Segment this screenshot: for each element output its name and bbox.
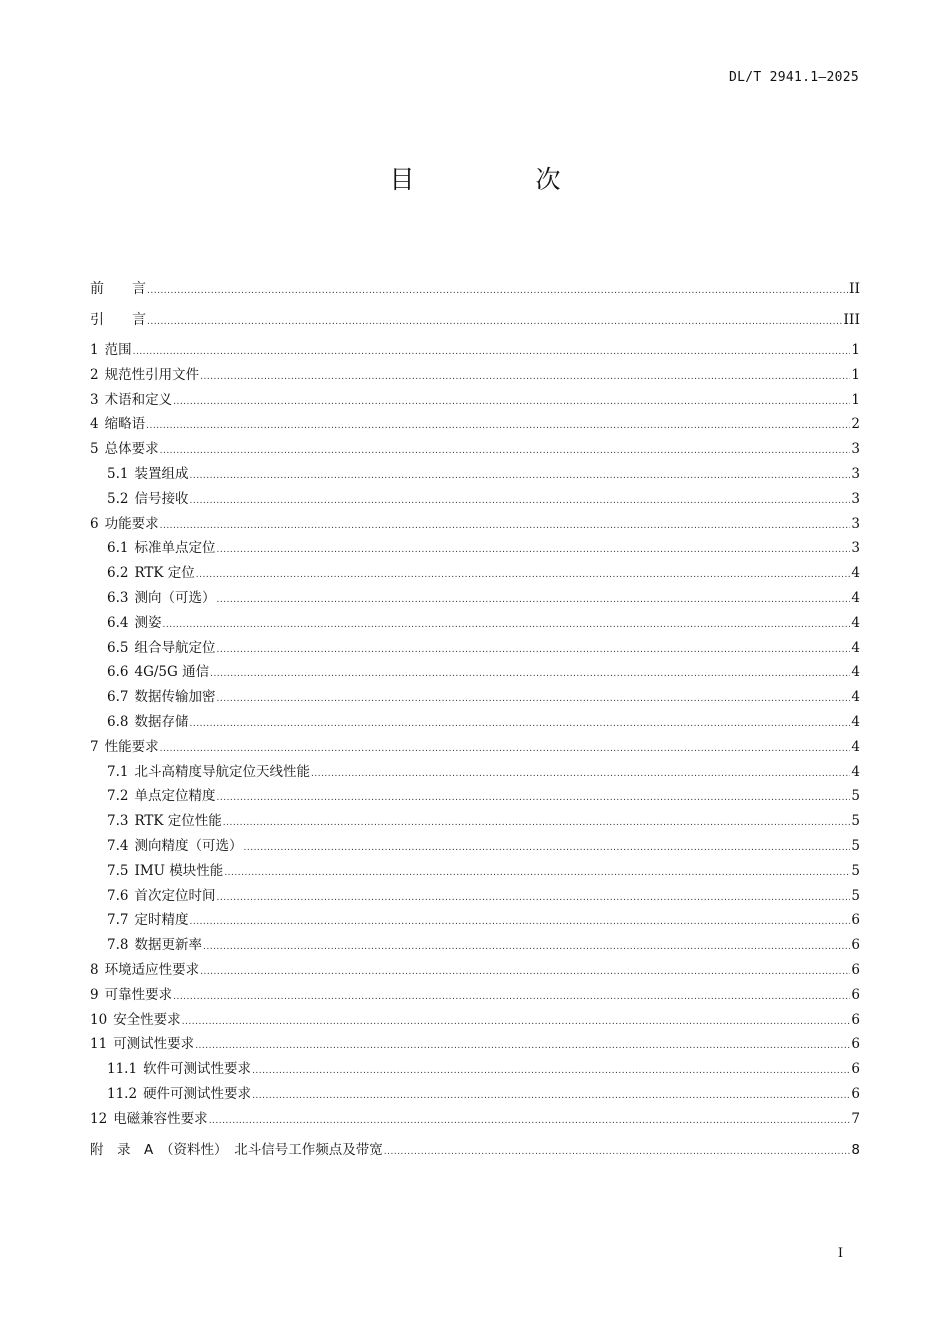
dot-leader (252, 1084, 850, 1109)
toc-entry-label: 功能要求 (104, 515, 159, 532)
toc-entry-number: 5.1 (107, 465, 129, 482)
dot-leader (216, 886, 850, 911)
toc-entry-number: 6.7 (107, 689, 129, 706)
toc-entry-page: 3 (851, 540, 860, 557)
toc-entry[interactable] (90, 487, 860, 512)
dot-leader (216, 538, 850, 563)
dot-leader (216, 687, 850, 712)
dot-leader (133, 340, 851, 365)
toc-entry[interactable] (90, 388, 860, 413)
toc-entry-page: 6 (851, 986, 860, 1003)
toc-entry[interactable] (90, 437, 860, 462)
toc-entry-number: 7.2 (107, 788, 129, 805)
toc-entry-label: 测向精度（可选） (134, 837, 243, 854)
toc-entry-number: 5 (90, 441, 99, 458)
page-title: 目 次 (389, 165, 609, 194)
dot-leader (162, 613, 850, 638)
toc-entry-label: 测姿 (134, 614, 162, 631)
toc-entry[interactable] (90, 412, 860, 437)
dot-leader (203, 935, 850, 960)
toc-entry-page: 5 (851, 862, 860, 879)
dot-leader (189, 712, 850, 737)
toc-entry-number: 6.8 (107, 713, 129, 730)
toc-entry[interactable] (90, 809, 860, 834)
dot-leader (160, 439, 851, 464)
toc-entry[interactable] (90, 735, 860, 760)
toc-entry-page: 4 (851, 639, 860, 656)
toc-entry-page: 4 (851, 664, 860, 681)
dot-leader (189, 489, 850, 514)
toc-entry-label: 数据存储 (134, 713, 189, 730)
toc-entry[interactable] (90, 1082, 860, 1107)
toc-entry-number: 11.1 (107, 1061, 138, 1078)
dot-leader (160, 514, 851, 539)
toc-entry-label: 前 言 (90, 281, 146, 297)
toc-entry-page: 4 (851, 738, 860, 755)
toc-entry-number: 12 (90, 1110, 108, 1127)
toc-entry-page: 6 (851, 961, 860, 978)
toc-entry-label: 环境适应性要求 (104, 961, 200, 978)
toc-entry-label: 性能要求 (104, 738, 159, 755)
toc-entry-number: 7.5 (107, 862, 129, 879)
toc-entry-number: 7.1 (107, 763, 129, 780)
dot-leader (216, 786, 850, 811)
toc-entry[interactable] (90, 338, 860, 363)
toc-entry-page: 1 (851, 391, 860, 408)
toc-entry-page: 4 (851, 713, 860, 730)
toc-entry[interactable] (90, 1057, 860, 1082)
toc-entry[interactable] (90, 636, 860, 661)
toc-entry-label: 规范性引用文件 (104, 366, 200, 383)
toc-entry-label: 引 言 (90, 312, 146, 328)
toc-entry[interactable] (90, 536, 860, 561)
dot-leader (173, 390, 850, 415)
toc-entry-label: 装置组成 (134, 465, 189, 482)
toc-entry-label: 单点定位精度 (134, 788, 216, 805)
toc-entry-number: 11 (90, 1036, 108, 1053)
toc-entry[interactable] (90, 908, 860, 933)
dot-leader (210, 662, 850, 687)
dot-leader (147, 307, 842, 338)
toc-entry-number: 8 (90, 961, 99, 978)
toc-entry-label: 测向（可选） (134, 589, 216, 606)
toc-entry-label: 信号接收 (134, 490, 189, 507)
toc-entry-number: 7.6 (107, 887, 129, 904)
toc-entry-page: 7 (851, 1110, 860, 1127)
toc-entry-page: 6 (851, 937, 860, 954)
toc-entry[interactable] (90, 1008, 860, 1033)
dot-leader (195, 1034, 850, 1059)
toc-entry-number: 2 (90, 366, 99, 383)
dot-leader (311, 762, 850, 787)
toc-entry[interactable] (90, 760, 860, 785)
toc-entries (90, 338, 860, 1132)
dot-leader (384, 1140, 851, 1165)
toc-entry-label: 范围 (104, 342, 132, 358)
toc-entry-number: 7.3 (107, 813, 129, 830)
toc-entry[interactable] (90, 784, 860, 809)
toc-entry-number: 9 (90, 986, 99, 1003)
toc-entry-page: 8 (851, 1141, 860, 1158)
toc-entry-page: 6 (851, 912, 860, 929)
dot-leader (146, 414, 850, 439)
toc-entry-page: 6 (851, 1085, 860, 1102)
toc-entry-label: 术语和定义 (104, 391, 173, 408)
toc-entry-number: 7.7 (107, 912, 129, 929)
toc-entry-foreword[interactable] (90, 274, 860, 305)
toc-entry[interactable] (90, 933, 860, 958)
toc-entry-number: 4 (90, 416, 99, 433)
toc-entry[interactable] (90, 586, 860, 611)
toc-entry-page: II (848, 281, 860, 297)
toc-entry-label: 北斗高精度导航定位天线性能 (134, 763, 310, 780)
toc-entry-page: III (843, 312, 860, 328)
dot-leader (252, 1059, 850, 1084)
dot-leader (182, 1010, 851, 1035)
toc-entry-label: 4G/5G 通信 (134, 664, 210, 681)
toc-entry[interactable] (90, 611, 860, 636)
toc-entry-number: 6.6 (107, 664, 129, 681)
dot-leader (200, 960, 850, 985)
toc-entry-label: 软件可测试性要求 (143, 1061, 252, 1078)
dot-leader (224, 861, 850, 886)
dot-leader (209, 1109, 851, 1134)
toc-entry-number: 6.2 (107, 565, 129, 582)
toc-entry-label: 缩略语 (104, 416, 146, 433)
toc-entry-page: 1 (851, 366, 860, 383)
toc-entry-number: 3 (90, 391, 99, 408)
toc-entry-page: 5 (851, 813, 860, 830)
toc-entry-page: 5 (851, 788, 860, 805)
toc-entry-number: 7.8 (107, 937, 129, 954)
toc-entry[interactable] (90, 834, 860, 859)
page-number: I (837, 1246, 843, 1261)
toc-entry-label: 硬件可测试性要求 (143, 1085, 252, 1102)
toc-entry[interactable] (90, 710, 860, 735)
toc-entry[interactable] (90, 561, 860, 586)
toc-entry-page: 4 (851, 689, 860, 706)
toc-entry-label: 可靠性要求 (104, 986, 173, 1003)
dot-leader (216, 638, 850, 663)
toc-entry-number: 11.2 (107, 1085, 138, 1102)
toc-entry-number: 10 (90, 1011, 108, 1028)
toc-entry-page: 5 (851, 887, 860, 904)
toc-entry[interactable] (90, 660, 860, 685)
toc-entry[interactable] (90, 859, 860, 884)
toc-entry-introduction[interactable] (90, 305, 860, 336)
toc-entry-page: 4 (851, 565, 860, 582)
toc-entry-label: 组合导航定位 (134, 639, 216, 656)
toc-entry-number: 6.4 (107, 614, 129, 631)
toc-entry[interactable] (90, 462, 860, 487)
toc-entry-number: 6 (90, 515, 99, 532)
toc-entry-number: 7.4 (107, 837, 129, 854)
toc-entry-page: 6 (851, 1036, 860, 1053)
toc-entry-number: 5.2 (107, 490, 129, 507)
dot-leader (173, 985, 850, 1010)
toc-entry-page: 6 (851, 1011, 860, 1028)
toc-entry-label: IMU 模块性能 (134, 862, 224, 879)
toc-entry-page: 3 (851, 441, 860, 458)
toc-entry-number: 6.1 (107, 540, 129, 557)
toc-entry-page: 4 (851, 589, 860, 606)
dot-leader (223, 811, 851, 836)
toc-entry-page: 4 (851, 763, 860, 780)
toc-entry-page: 2 (851, 416, 860, 433)
dot-leader (147, 276, 848, 307)
toc-entry-label: RTK 定位性能 (134, 813, 222, 830)
dot-leader (200, 365, 850, 390)
toc-entry[interactable] (90, 1032, 860, 1057)
dot-leader (189, 464, 850, 489)
toc-entry-label: 定时精度 (134, 912, 189, 929)
table-of-contents (90, 274, 860, 1162)
toc-entry-annex-a[interactable] (90, 1138, 860, 1163)
toc-entry-number: 7 (90, 738, 99, 755)
toc-entry-page: 1 (851, 342, 860, 358)
toc-entry-label: 可测试性要求 (113, 1036, 195, 1053)
dot-leader (189, 910, 850, 935)
toc-entry[interactable] (90, 685, 860, 710)
toc-entry-number: 6.3 (107, 589, 129, 606)
toc-entry-page: 6 (851, 1061, 860, 1078)
dot-leader (196, 563, 851, 588)
toc-entry-number: 6.5 (107, 639, 129, 656)
toc-entry-label: 附 录 A （资料性） 北斗信号工作频点及带宽 (90, 1141, 383, 1158)
document-code: DL/T 2941.1—2025 (728, 70, 859, 85)
toc-entry-page: 3 (851, 490, 860, 507)
toc-entry-label: 电磁兼容性要求 (113, 1110, 208, 1127)
toc-entry[interactable] (90, 983, 860, 1008)
dot-leader (243, 836, 850, 861)
toc-entry[interactable] (90, 884, 860, 909)
toc-entry[interactable] (90, 958, 860, 983)
toc-entry-page: 4 (851, 614, 860, 631)
toc-entry-label: 数据传输加密 (134, 689, 216, 706)
toc-entry[interactable] (90, 512, 860, 537)
dot-leader (216, 588, 850, 613)
toc-entry-page: 5 (851, 837, 860, 854)
toc-entry[interactable] (90, 1107, 860, 1132)
toc-entry-label: 总体要求 (104, 441, 159, 458)
toc-entry-number: 1 (90, 342, 99, 358)
toc-entry-label: 数据更新率 (134, 937, 202, 954)
toc-entry-page: 3 (851, 515, 860, 532)
dot-leader (160, 737, 851, 762)
toc-entry-page: 3 (851, 465, 860, 482)
toc-entry-label: 标准单点定位 (134, 540, 216, 557)
toc-entry-label: 首次定位时间 (134, 887, 216, 904)
toc-entry[interactable] (90, 363, 860, 388)
toc-entry-label: RTK 定位 (134, 565, 195, 582)
toc-entry-label: 安全性要求 (113, 1011, 181, 1028)
